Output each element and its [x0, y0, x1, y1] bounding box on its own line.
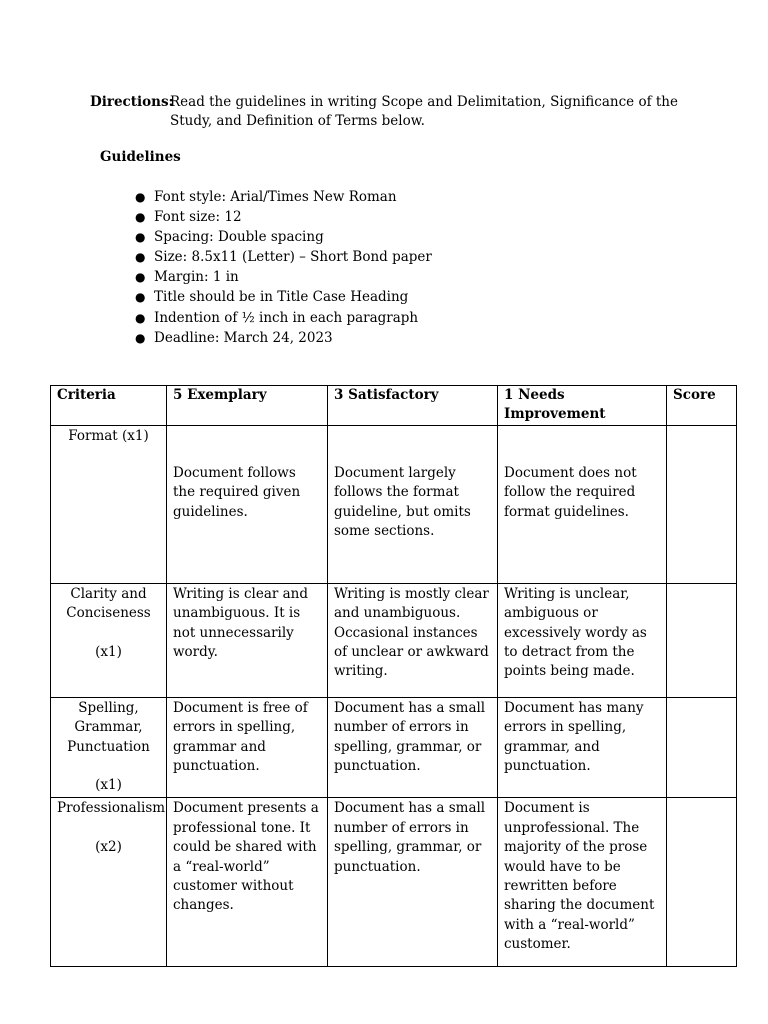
header-exemplary: 5 Exemplary	[167, 386, 328, 426]
satisfactory-cell: Document has a small number of errors in spelling, grammar, or punctuation.	[328, 798, 498, 967]
score-cell[interactable]	[667, 697, 737, 798]
list-item	[135, 227, 695, 247]
guideline-text: Margin: 1 in	[154, 269, 239, 286]
needs-improvement-cell: Document does not follow the required format guidelines.	[498, 425, 667, 583]
table-row	[51, 697, 737, 798]
directions-label: Directions:	[90, 94, 174, 110]
exemplary-cell: Document presents a professional tone. It could be shared with a “real-world” customer without changes.	[167, 798, 328, 967]
list-item	[135, 267, 695, 287]
score-cell[interactable]	[667, 425, 737, 583]
directions-text: Read the guidelines in writing Scope and Delimitation, Significance of the Study, and Definition of Terms below.	[170, 94, 678, 129]
criteria-label: Clarity and Conciseness	[66, 585, 151, 622]
guidelines-list	[135, 187, 695, 348]
list-item	[135, 247, 695, 267]
satisfactory-cell: Writing is mostly clear and unambiguous. Occasional instances of unclear or awkward writing.	[328, 583, 498, 697]
list-item	[135, 308, 695, 328]
bullet-icon: ●	[135, 210, 146, 225]
list-item	[135, 287, 695, 307]
guideline-text: Font style: Arial/Times New Roman	[154, 189, 397, 205]
needs-improvement-cell: Writing is unclear, ambiguous or excessively wordy as to detract from the points being made.	[498, 583, 667, 697]
guideline-text: Title should be in Title Case Heading	[154, 289, 409, 306]
bullet-icon: ●	[135, 310, 146, 325]
bullet-icon: ●	[135, 290, 146, 305]
criteria-cell	[51, 697, 167, 798]
bullet-icon: ●	[135, 230, 146, 245]
header-score: Score	[667, 386, 737, 426]
list-item	[135, 187, 695, 207]
score-cell[interactable]	[667, 798, 737, 967]
criteria-weight: (x1)	[95, 777, 122, 794]
guideline-text: Size: 8.5x11 (Letter) – Short Bond paper	[154, 249, 432, 266]
needs-improvement-cell: Document is unprofessional. The majority of the prose would have to be rewritten before sharing the document with a “real-world” customer.	[498, 798, 667, 967]
guideline-text: Indention of ½ inch in each paragraph	[154, 309, 419, 326]
list-item	[135, 207, 695, 227]
table-row	[51, 798, 737, 967]
satisfactory-cell: Document largely follows the format guideline, but omits some sections.	[328, 425, 498, 583]
criteria-cell	[51, 583, 167, 697]
bullet-icon: ●	[135, 330, 146, 345]
header-satisfactory: 3 Satisfactory	[328, 386, 498, 426]
rubric-table	[50, 385, 737, 967]
directions-block	[90, 93, 690, 131]
table-header-row	[51, 386, 737, 426]
criteria-cell	[51, 425, 167, 583]
guidelines-heading: Guidelines	[100, 149, 181, 165]
needs-improvement-cell: Document has many errors in spelling, grammar, and punctuation.	[498, 697, 667, 798]
exemplary-cell: Writing is clear and unambiguous. It is not unnecessarily wordy.	[167, 583, 328, 697]
guideline-text: Font size: 12	[154, 209, 242, 226]
header-criteria: Criteria	[51, 386, 167, 426]
list-item	[135, 328, 695, 348]
criteria-label: Format (x1)	[68, 427, 149, 444]
bullet-icon: ●	[135, 270, 146, 285]
satisfactory-cell: Document has a small number of errors in spelling, grammar, or punctuation.	[328, 697, 498, 798]
guideline-text: Deadline: March 24, 2023	[154, 329, 333, 346]
bullet-icon: ●	[135, 190, 146, 204]
criteria-label: Professionalism	[57, 800, 166, 817]
criteria-cell	[51, 798, 167, 967]
table-row	[51, 425, 737, 583]
exemplary-cell: Document follows the required given guidelines.	[167, 425, 328, 583]
score-cell[interactable]	[667, 583, 737, 697]
exemplary-cell: Document is free of errors in spelling, grammar and punctuation.	[167, 697, 328, 798]
guideline-text: Spacing: Double spacing	[154, 229, 324, 246]
header-needs-improvement: 1 Needs Improvement	[498, 386, 667, 426]
criteria-weight: (x2)	[95, 838, 122, 855]
criteria-weight: (x1)	[95, 643, 122, 660]
table-row	[51, 583, 737, 697]
criteria-label: Spelling, Grammar, Punctuation	[67, 699, 150, 755]
bullet-icon: ●	[135, 250, 146, 265]
